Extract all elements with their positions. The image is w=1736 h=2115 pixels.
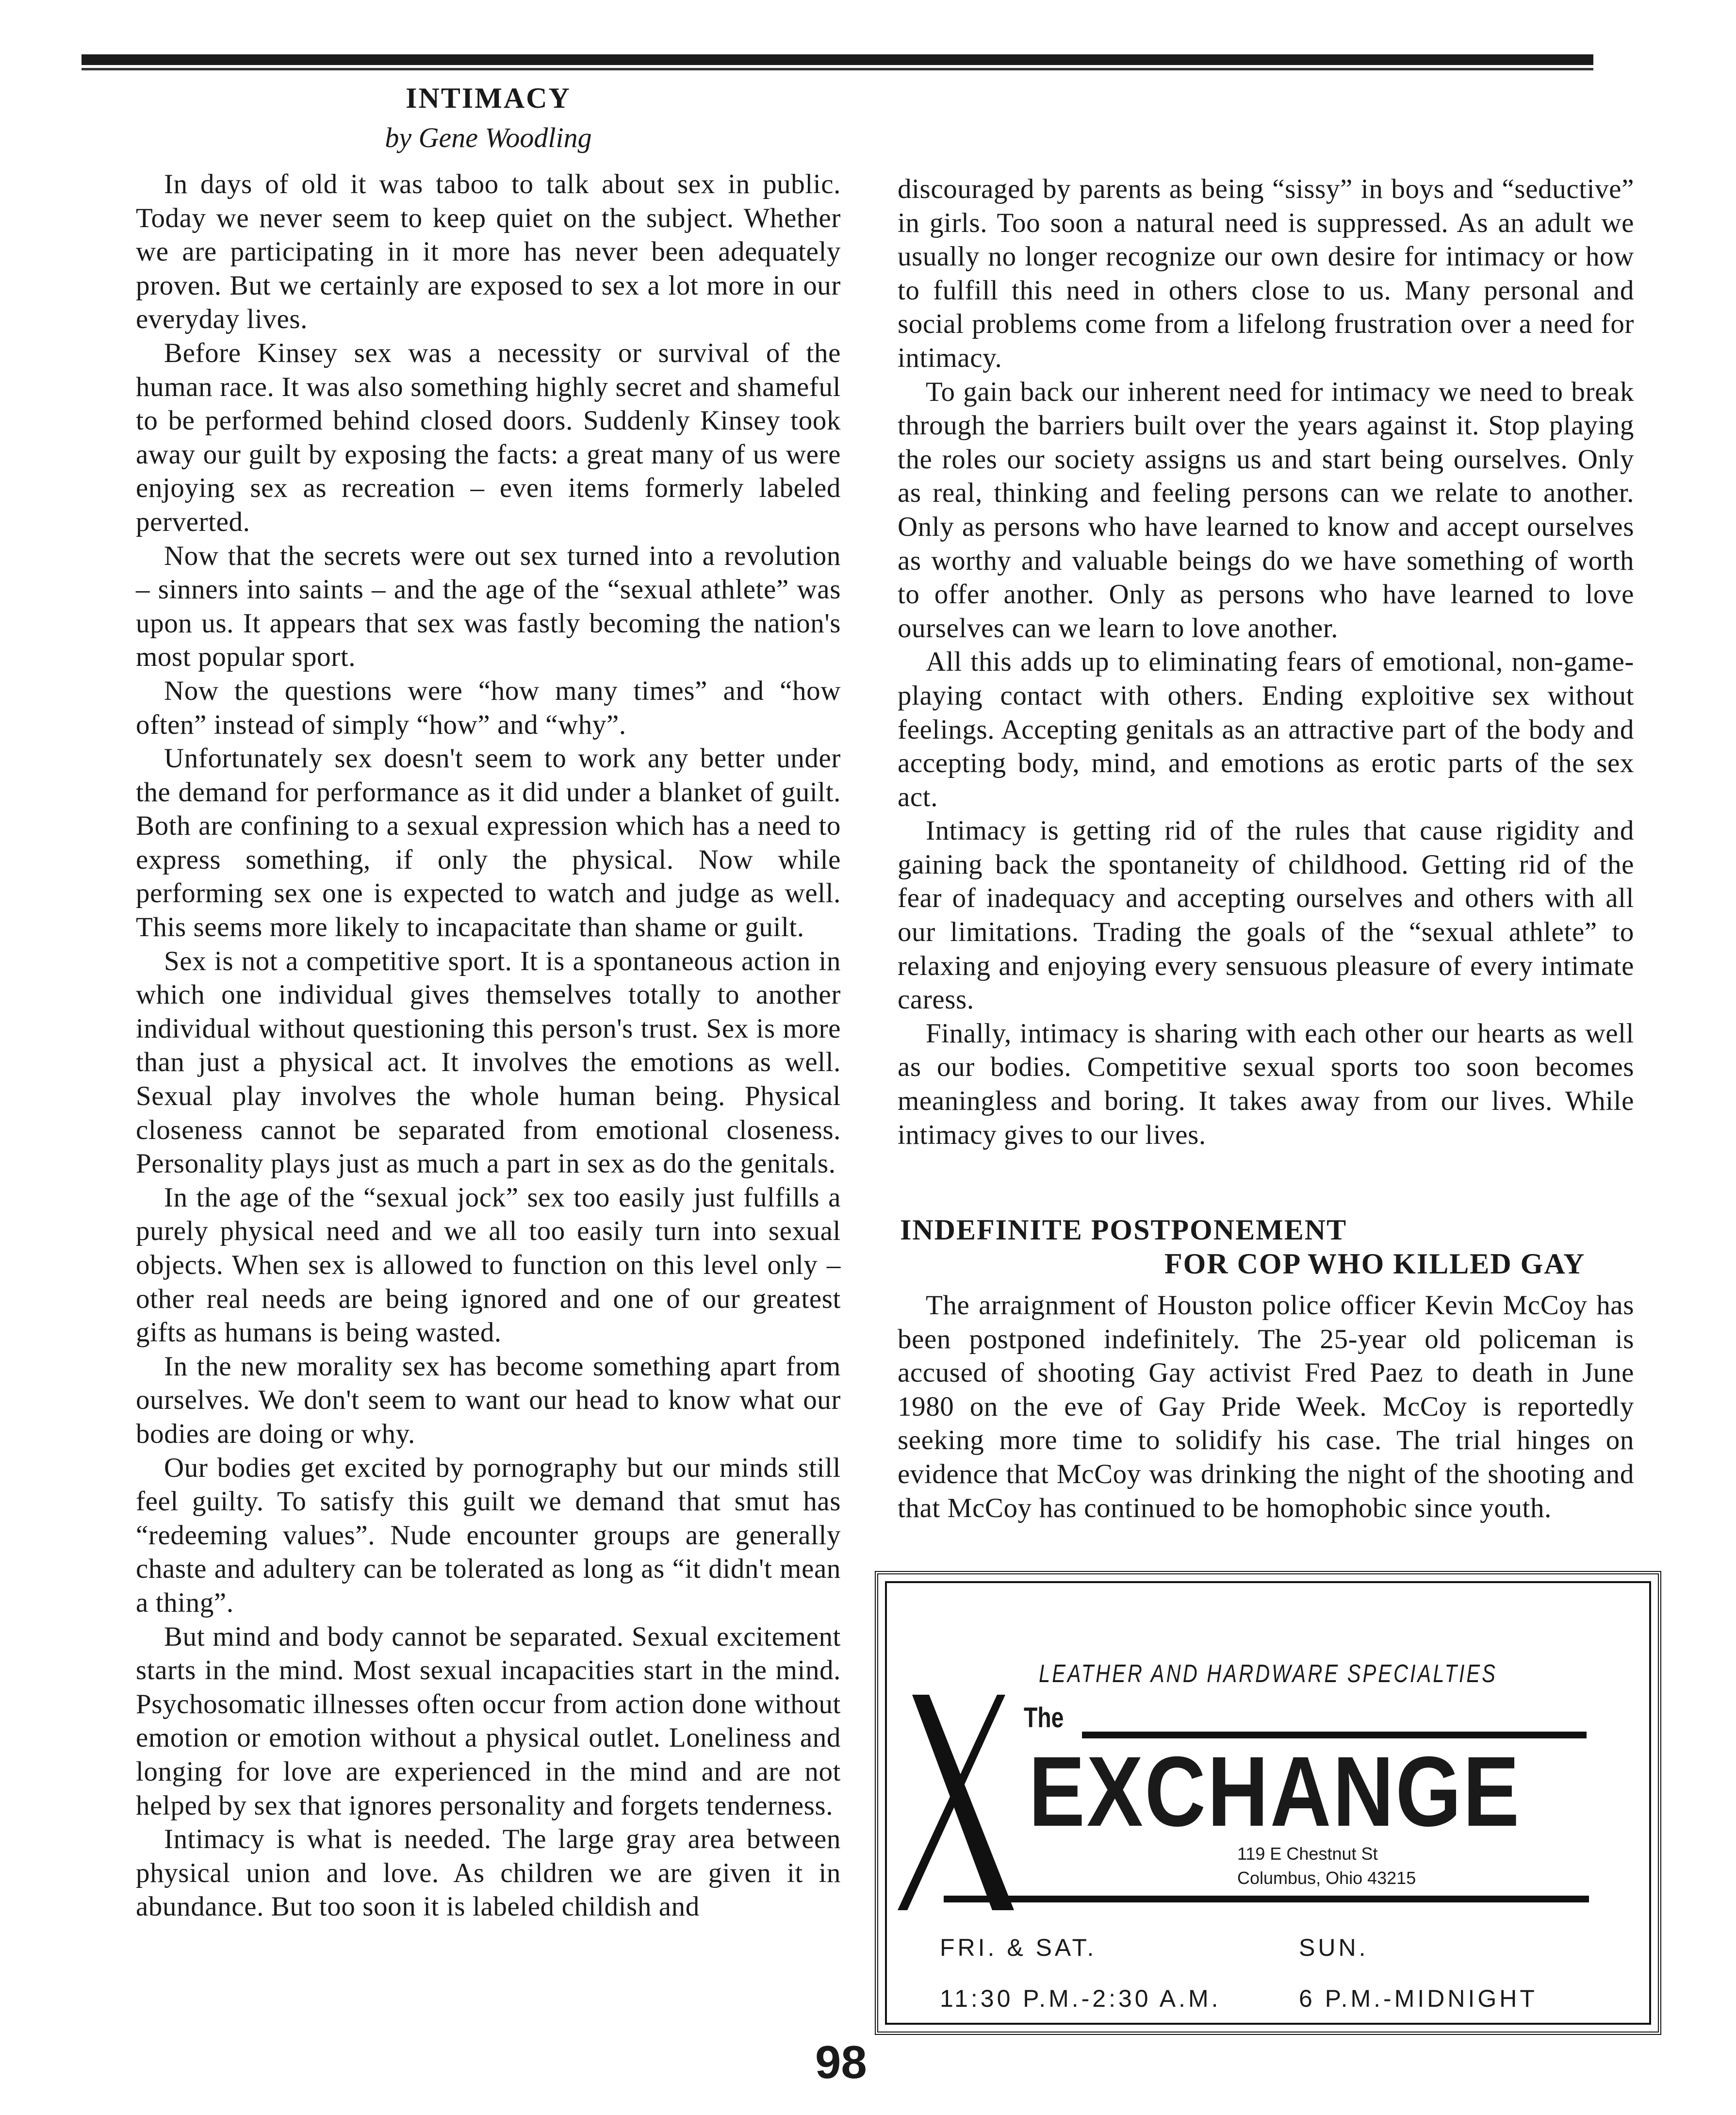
top-rule [82, 54, 1593, 65]
paragraph: Before Kinsey sex was a necessity or survival of the human race. It was also something highly secret and shameful to be performed behind closed doors. Suddenly Kinsey took away our guilt by exposing the facts: a great many of us were enjoying sex as recreation – even items formerly labeled perverted. [136, 337, 841, 537]
paragraph: In the new morality sex has become something apart from ourselves. We don't seem to want our head to know what our bodies are doing or why. [136, 1351, 841, 1449]
ad-days-fri-sat: FRI. & SAT. [940, 1934, 1097, 1961]
big-x-logo-icon [893, 1691, 1019, 1914]
right-column [898, 172, 1634, 1152]
advertisement [875, 1571, 1661, 2035]
ad-tagline: LEATHER AND HARDWARE SPECIALTIES [1039, 1660, 1497, 1688]
article-title: INTIMACY [406, 82, 571, 114]
headline-line-2: FOR COP WHO KILLED GAY [1164, 1248, 1586, 1280]
page-number: 98 [815, 2036, 867, 2088]
ad-rule [944, 1896, 1589, 1902]
paragraph: Finally, intimacy is sharing with each other our hearts as well as our bodies. Competitive sexual sports too soon becomes meaningless and boring. It takes away from our lives. While intimacy gives to our lives. [898, 1018, 1634, 1150]
paragraph: In days of old it was taboo to talk about sex in public. Today we never seem to keep quiet on the subject. Whether we are participating in it more has never been adequately proven. But we certainly are exposed to sex a lot more in our everyday lives. [136, 169, 841, 335]
ad-hours-sun: 6 P.M.-MIDNIGHT [1299, 1985, 1538, 2012]
article-byline: by Gene Woodling [385, 122, 592, 153]
paragraph: All this adds up to eliminating fears of emotional, non-game-playing contact with others. Ending exploitive sex without feelings. Accepting genitals as an attractive part of the body and accepting body, mind, and emotions as erotic parts of the sex act. [898, 646, 1634, 812]
ad-address-city: Columbus, Ohio 43215 [1237, 1868, 1416, 1888]
ad-hours-fri-sat: 11:30 P.M.-2:30 A.M. [940, 1985, 1221, 2012]
paragraph: discouraged by parents as being “sissy” in boys and “seductive” in girls. Too soon a natural need is suppressed. As an adult we usually no longer recognize our own desire for intimacy or how to fulfill this need in others close to us. Many personal and social problems come from a lifelong frustration over a need for intimacy. [898, 174, 1634, 373]
left-column [136, 167, 841, 1924]
ad-business-name: EXCHANGE [1029, 1736, 1521, 1847]
headline-line-1: INDEFINITE POSTPONEMENT [900, 1214, 1347, 1246]
top-rule-thin [82, 68, 1593, 70]
paragraph: In the age of the “sexual jock” sex too easily just fulfills a purely physical need and we all too easily turn into sexual objects. When sex is allowed to function on this level only – other real needs are being ignored and one of our greatest gifts as humans is being wasted. [136, 1182, 841, 1348]
paragraph: But mind and body cannot be separated. Sexual excitement starts in the mind. Most sexual incapacities start in the mind. Psychosomatic illnesses often occur from action done without emotion or emotion without a physical outlet. Loneliness and longing for love are experienced in the mind and are not helped by sex that ignores personality and forgets tenderness. [136, 1621, 841, 1821]
paragraph: To gain back our inherent need for intimacy we need to break through the barriers built over the years against it. Stop playing the roles our society assigns us and start being ourselves. Only as real, thinking and feeling persons can we relate to another. Only as persons who have learned to know and accept ourselves as worthy and valuable beings do we have something of worth to offer another. Only as persons who have learned to love ourselves can we learn to love another. [898, 376, 1634, 644]
paragraph: Intimacy is what is needed. The large gray area between physical union and love. As children we are given it in abundance. But too soon it is labeled childish and [136, 1824, 841, 1922]
paragraph: Our bodies get excited by pornography but our minds still feel guilty. To satisfy this guilt we demand that smut has “redeeming values”. Nude encounter groups are generally chaste and adultery can be tolerated as long as “it didn't mean a thing”. [136, 1452, 841, 1618]
ad-the: The [1024, 1702, 1064, 1734]
paragraph: Sex is not a competitive sport. It is a spontaneous action in which one individual gives themselves totally to another individual without questioning this person's trust. Sex is more than just a physical act. It involves the emotions as well. Sexual play involves the whole human being. Physical closeness cannot be separated from emotional closeness. Personality plays just as much a part in sex as do the genitals. [136, 945, 841, 1179]
ad-address-street: 119 E Chestnut St [1237, 1844, 1378, 1864]
paragraph: Now that the secrets were out sex turned into a revolution – sinners into saints – and the age of the “sexual athlete” was upon us. It appears that sex was fastly becoming the nation's most popular sport. [136, 540, 841, 673]
paragraph: Unfortunately sex doesn't seem to work any better under the demand for performance as it did under a blanket of guilt. Both are confining to a sexual expression which has a need to express something, if only the physical. Now while performing sex one is expected to watch and judge as well. This seems more likely to incapacitate than shame or guilt. [136, 743, 841, 943]
paragraph: Now the questions were “how many times” and “how often” instead of simply “how” and “why”. [136, 675, 841, 740]
ad-days-sun: SUN. [1299, 1934, 1369, 1961]
paragraph: Intimacy is getting rid of the rules that cause rigidity and gaining back the spontaneity of childhood. Getting rid of the fear of inadequacy and accepting ourselves and others with all our limitations. Trading the goals of the “sexual athlete” to relaxing and enjoying every sensuous pleasure of every intimate caress. [898, 815, 1634, 1015]
news-article [898, 1289, 1634, 1525]
paragraph: The arraignment of Houston police officer Kevin McCoy has been postponed indefinitely. The 25-year old policeman is accused of shooting Gay activist Fred Paez to death in June 1980 on the eve of Gay Pride Week. McCoy is reportedly seeking more time to solidify his case. The trial hinges on evidence that McCoy was drinking the night of the shooting and that McCoy has continued to be homophobic since youth. [898, 1290, 1634, 1523]
